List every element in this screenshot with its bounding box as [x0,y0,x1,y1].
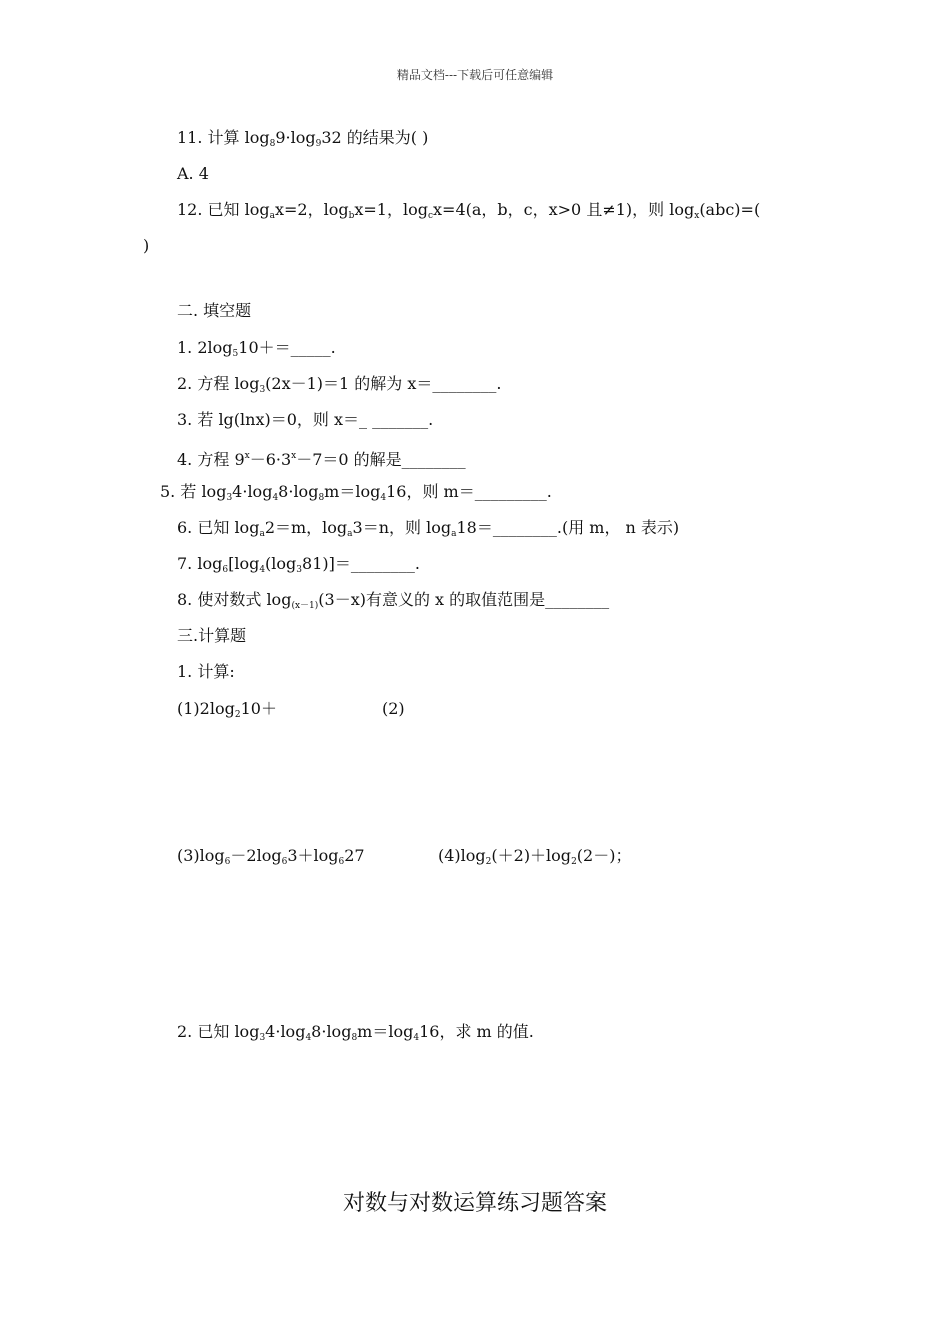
fill-question-8: 8. 使对数式 $\log_{(x-1)}(3-x)$有意义的 x 的取值范围是________ [177,590,610,611]
section-calc-heading: 三.计算题 [177,626,247,645]
calc-question-1-part-2: (2) [382,699,405,718]
fill-question-4: 4. 方程 $9^x-6\cdot 3^x-7=0$ 的解是________ [177,450,466,469]
calc-question-1: 1. 计算: [177,662,235,681]
page-header: 精品文档---下载后可任意编辑 [396,68,554,82]
question-11: 11. 计算 $\log_89\cdot\log_932$ 的结果为( ) [177,128,429,149]
section-fill-in-heading: 二. 填空题 [177,301,252,320]
question-12: 12. 已知 $\log_ax=2$，$\log_bx=1$，$\log_cx=4(a$，b，c，x>0 且≠1)，则 $\log_x(abc)=$( [177,200,761,221]
fill-question-3: 3. 若 lg(lnx)＝0，则 x＝_ _______. [177,410,434,429]
calc-question-1-part-4: $(4)\log_2(+2)+\log_2(2-)$； [438,846,632,867]
question-12-continuation: ) [143,236,150,255]
calc-question-1-part-1: $(1)2\log_210+$ [177,699,277,720]
calc-question-1-part-3: $(3)\log_6-2\log_63+\log_627$ [177,846,365,867]
fill-question-2: 2. 方程 $\log_3(2x-1)=1$ 的解为 x＝________. [177,374,502,395]
fill-question-5: 5. 若 $\log_34\cdot\log_48\cdot\log_8m=\log_416$，则 m＝_________. [160,482,552,503]
answer-section-title: 对数与对数运算练习题答案 [342,1191,607,1216]
fill-question-6: 6. 已知 $\log_a2=m$，$\log_a3=n$，则 $\log_a18=\_\_\_\_\_\_\_\_$.(用 m， n 表示) [177,518,680,539]
fill-question-7: 7. $\log_6[\log_4(\log_381)]=\_\_\_\_\_\_\_\_$. [177,554,420,575]
calc-question-2: 2. 已知 $\log_34\cdot\log_48\cdot\log_8m=\log_416$，求 m 的值. [177,1022,534,1043]
question-11-option-a: A. 4 [177,164,209,183]
fill-question-1: 1. $2\log_510+=\_\_\_\_\_$. [177,338,336,359]
